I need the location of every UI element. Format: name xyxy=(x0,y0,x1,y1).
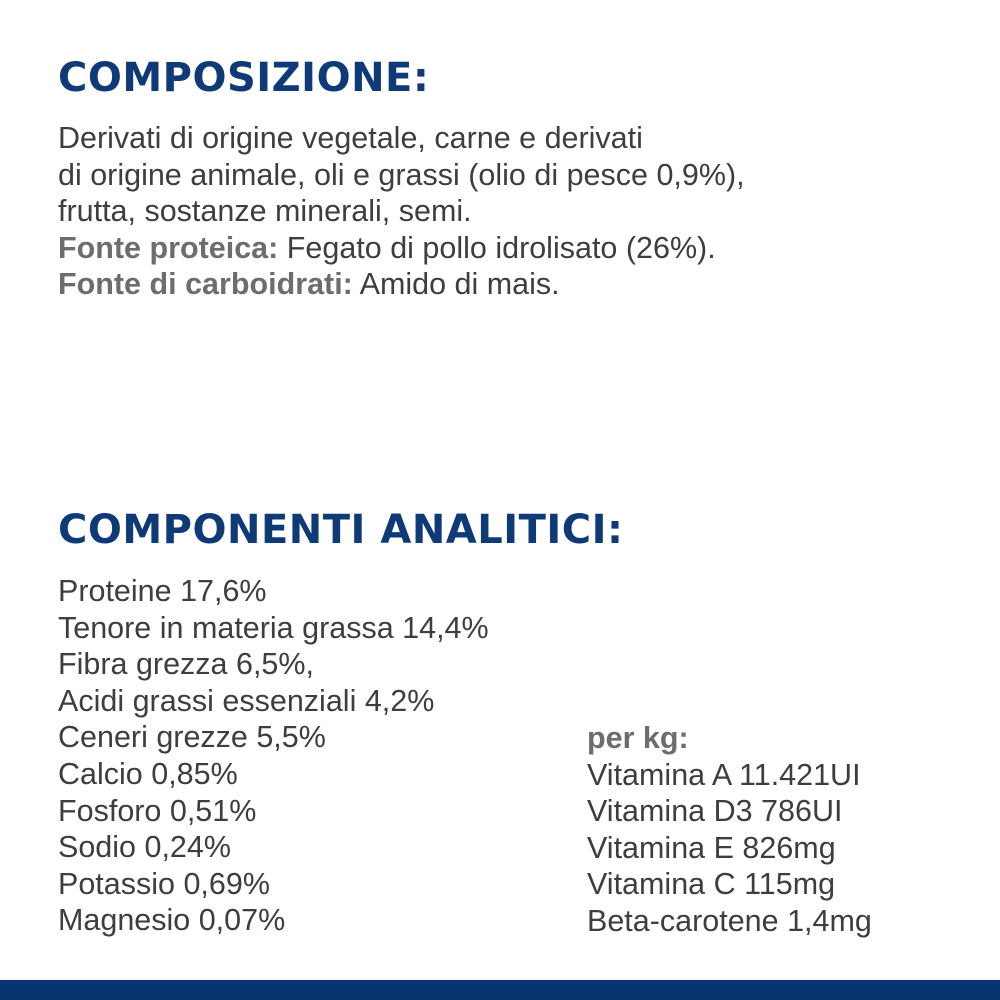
analytics-item: Potassio 0,69% xyxy=(58,866,270,901)
carb-source-value: Amido di mais. xyxy=(352,267,560,301)
per-kg-label: per kg: xyxy=(587,721,689,755)
analytics-item: Sodio 0,24% xyxy=(58,830,231,865)
protein-source-line xyxy=(58,230,958,267)
composition-line: Derivati di origine vegetale, carne e derivati xyxy=(58,121,643,155)
composition-text xyxy=(58,120,958,303)
analytics-heading: COMPONENTI ANALITICI: xyxy=(58,507,624,553)
analytics-item: Magnesio 0,07% xyxy=(58,903,286,938)
composition-line: frutta, sostanze minerali, semi. xyxy=(58,194,472,228)
analytics-item: Tenore in materia grassa 14,4% xyxy=(58,610,489,645)
vitamin-item: Vitamina E 826mg xyxy=(587,830,836,865)
analytics-list xyxy=(58,573,489,939)
analytics-item: Proteine 17,6% xyxy=(58,574,267,608)
composition-line: di origine animale, oli e grassi (olio di pesce 0,9%), xyxy=(58,157,745,192)
protein-source-label: Fonte proteica: xyxy=(58,230,279,265)
analytics-item: Acidi grassi essenziali 4,2% xyxy=(58,683,435,718)
carb-source-label: Fonte di carboidrati: xyxy=(58,267,353,301)
analytics-item: Fibra grezza 6,5%, xyxy=(58,647,314,682)
analytics-item: Fosforo 0,51% xyxy=(58,793,257,828)
composition-heading: COMPOSIZIONE: xyxy=(58,55,430,101)
vitamin-item: Vitamina C 115mg xyxy=(587,867,836,902)
vitamin-item: Beta-carotene 1,4mg xyxy=(587,903,872,938)
carb-source-line xyxy=(58,266,958,303)
per-kg-list xyxy=(587,720,872,940)
vitamin-item: Vitamina A 11.421UI xyxy=(587,757,861,792)
analytics-item: Calcio 0,85% xyxy=(58,756,238,791)
bottom-brand-bar xyxy=(0,980,1000,1000)
vitamin-item: Vitamina D3 786UI xyxy=(587,794,843,829)
analytics-item: Ceneri grezze 5,5% xyxy=(58,720,326,755)
protein-source-value: Fegato di pollo idrolisato (26%). xyxy=(278,230,716,265)
